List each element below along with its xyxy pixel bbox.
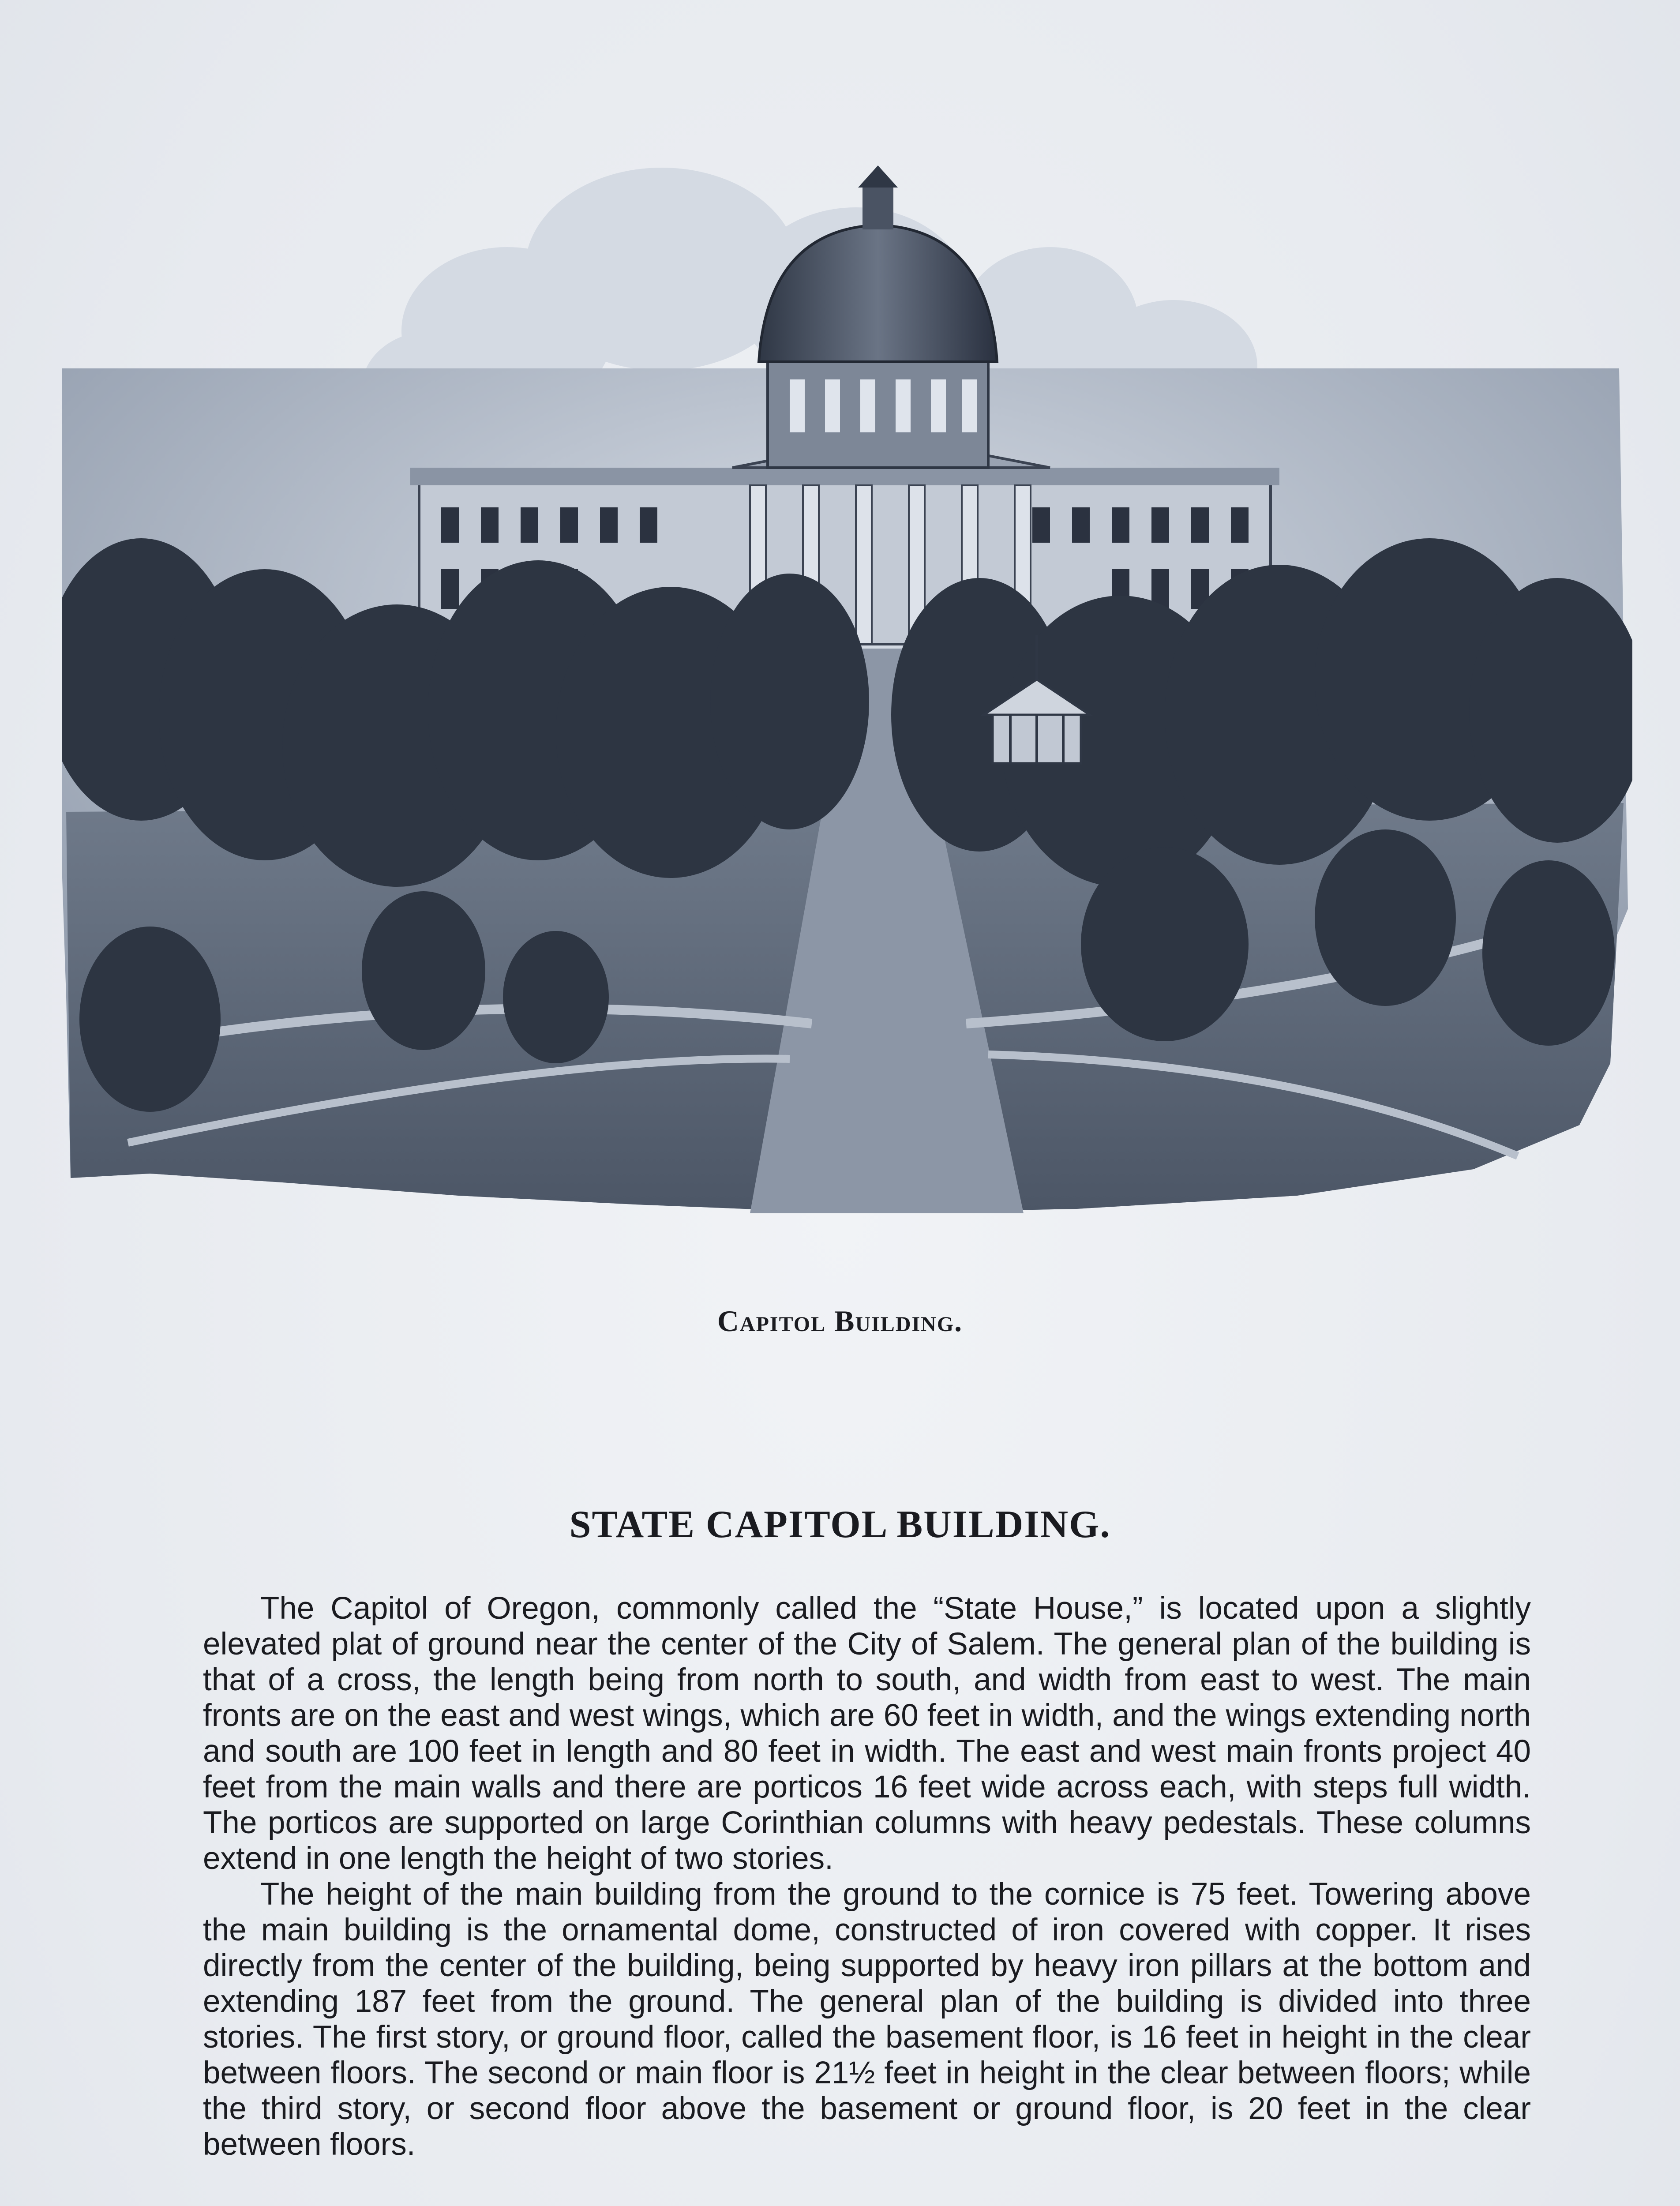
article-paragraph-1: The Capitol of Oregon, commonly called the “State House,” is located upon a slightly elevated plat of ground near the center of the City of Salem. The general plan of the building is that of a cross, the length being from north to south, and width from east to west. The main fronts are on the east and west wings, which are 60 feet in width, and the wings extending north and south are 100 feet in length and 80 feet in width. The east and west main fronts project 40 feet from the main walls and there are porticos 16 feet wide across each, with steps full width. The porticos are supported on large Corinthian columns with heavy pedestals. These columns extend in one length the height of two stories.	[203, 1591, 1531, 1876]
article-paragraph-2: The height of the main building from the ground to the cornice is 75 feet. Towering above the main building is the ornamental dome, constructed of iron covered with copper. It rises directly from the center of the building, being supported by heavy iron pillars at the bottom and extending 187 feet from the ground. The general plan of the building is divided into three stories. The first story, or ground floor, called the basement floor, is 16 feet in height in the clear between floors. The second or main floor is 21½ feet in height in the clear between floors; while the third story, or second floor above the basement or ground floor, is 20 feet in the clear between floors.	[203, 1877, 1531, 2162]
article-heading: STATE CAPITOL BUILDING.	[569, 1503, 1111, 1546]
photo-caption: Capitol Building.	[717, 1304, 963, 1338]
capitol-photo-illustration	[62, 159, 1632, 1244]
capitol-photo	[62, 159, 1632, 1244]
article-body	[203, 1591, 1531, 2162]
